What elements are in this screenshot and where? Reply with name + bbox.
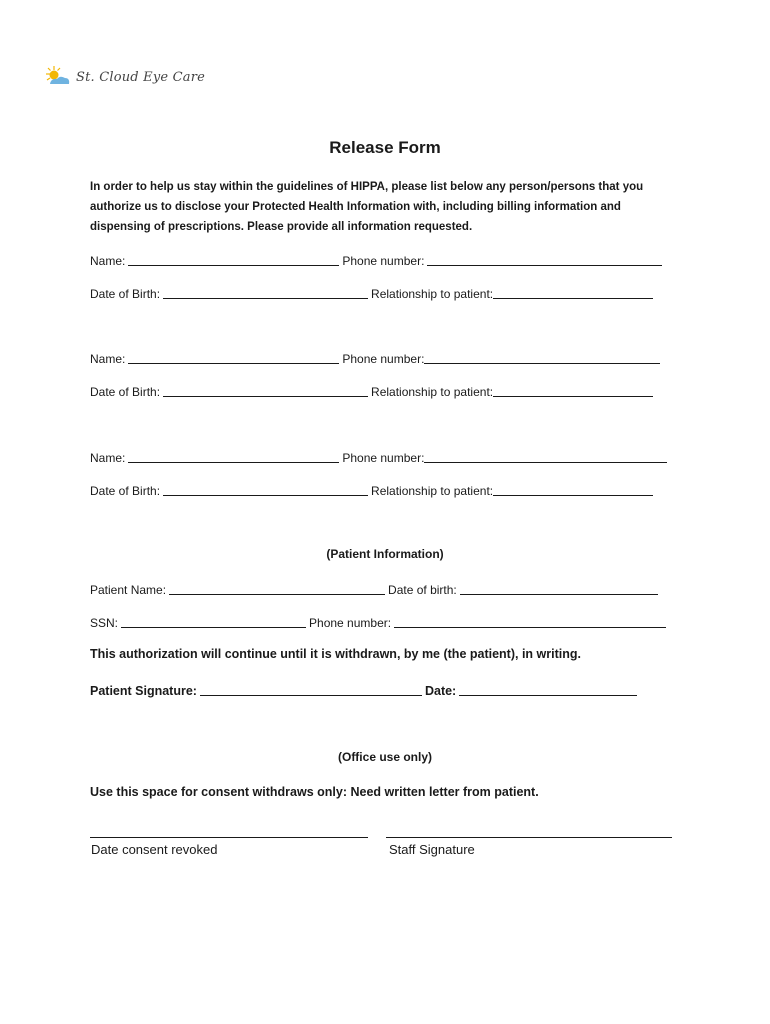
date-revoked-label: Date consent revoked	[91, 842, 218, 857]
patient-phone-label: Phone number:	[309, 616, 392, 630]
dob-label: Date of Birth:	[90, 484, 161, 498]
patient-signature-field[interactable]	[200, 683, 422, 696]
patient-name-row	[90, 579, 661, 597]
date-revoked-line[interactable]	[90, 837, 368, 838]
patient-signature-label: Patient Signature:	[90, 684, 197, 698]
person-1-dob-row	[90, 283, 656, 301]
ssn-label: SSN:	[90, 616, 119, 630]
relationship-field[interactable]	[493, 483, 653, 496]
intro-line: authorize us to disclose your Protected Health Information with, including billing information and	[90, 201, 621, 213]
dob-field[interactable]	[163, 483, 368, 496]
patient-dob-field[interactable]	[460, 582, 658, 595]
person-3-dob-row	[90, 480, 656, 498]
person-1-name-row	[90, 250, 665, 268]
name-label: Name:	[90, 254, 126, 268]
office-section-heading: (Office use only)	[337, 750, 432, 764]
dob-field[interactable]	[163, 384, 368, 397]
patient-ssn-row	[90, 612, 669, 630]
phone-label: Phone number:	[342, 451, 425, 465]
sun-cloud-logo-icon	[42, 64, 76, 90]
relationship-label: Relationship to patient:	[371, 484, 494, 498]
patient-name-label: Patient Name:	[90, 583, 167, 597]
signature-date-label: Date:	[424, 684, 457, 698]
relationship-field[interactable]	[493, 286, 653, 299]
phone-field[interactable]	[424, 450, 667, 463]
patient-dob-label: Date of birth:	[388, 583, 457, 597]
clinic-name: St. Cloud Eye Care	[76, 69, 206, 85]
phone-field[interactable]	[424, 351, 660, 364]
phone-label: Phone number:	[342, 254, 425, 268]
intro-line: dispensing of prescriptions. Please provide all information requested.	[90, 221, 473, 233]
ssn-field[interactable]	[121, 615, 306, 628]
dob-label: Date of Birth:	[90, 385, 161, 399]
name-field[interactable]	[128, 253, 339, 266]
phone-label: Phone number:	[342, 352, 425, 366]
name-field[interactable]	[128, 351, 339, 364]
intro-paragraph	[90, 177, 690, 237]
relationship-label: Relationship to patient:	[371, 287, 494, 301]
relationship-field[interactable]	[493, 384, 653, 397]
relationship-label: Relationship to patient:	[371, 385, 494, 399]
patient-phone-field[interactable]	[394, 615, 666, 628]
signature-date-field[interactable]	[459, 683, 637, 696]
office-instruction: Use this space for consent withdraws only: Need written letter from patient.	[90, 785, 539, 799]
dob-label: Date of Birth:	[90, 287, 161, 301]
person-2-name-row	[90, 348, 663, 366]
staff-signature-line[interactable]	[386, 837, 672, 838]
patient-section-heading: (Patient Information)	[326, 547, 444, 561]
phone-field[interactable]	[427, 253, 662, 266]
clinic-logo	[42, 64, 205, 90]
name-field[interactable]	[128, 450, 339, 463]
staff-signature-label: Staff Signature	[389, 842, 475, 857]
patient-signature-row	[90, 680, 640, 698]
page-title: Release Form	[329, 138, 441, 157]
person-2-dob-row	[90, 381, 656, 399]
name-label: Name:	[90, 451, 126, 465]
dob-field[interactable]	[163, 286, 368, 299]
authorization-statement: This authorization will continue until it is withdrawn, by me (the patient), in writing.	[90, 647, 581, 661]
name-label: Name:	[90, 352, 126, 366]
person-3-name-row	[90, 447, 670, 465]
intro-line: In order to help us stay within the guidelines of HIPPA, please list below any person/persons that you	[90, 181, 644, 193]
patient-name-field[interactable]	[169, 582, 385, 595]
